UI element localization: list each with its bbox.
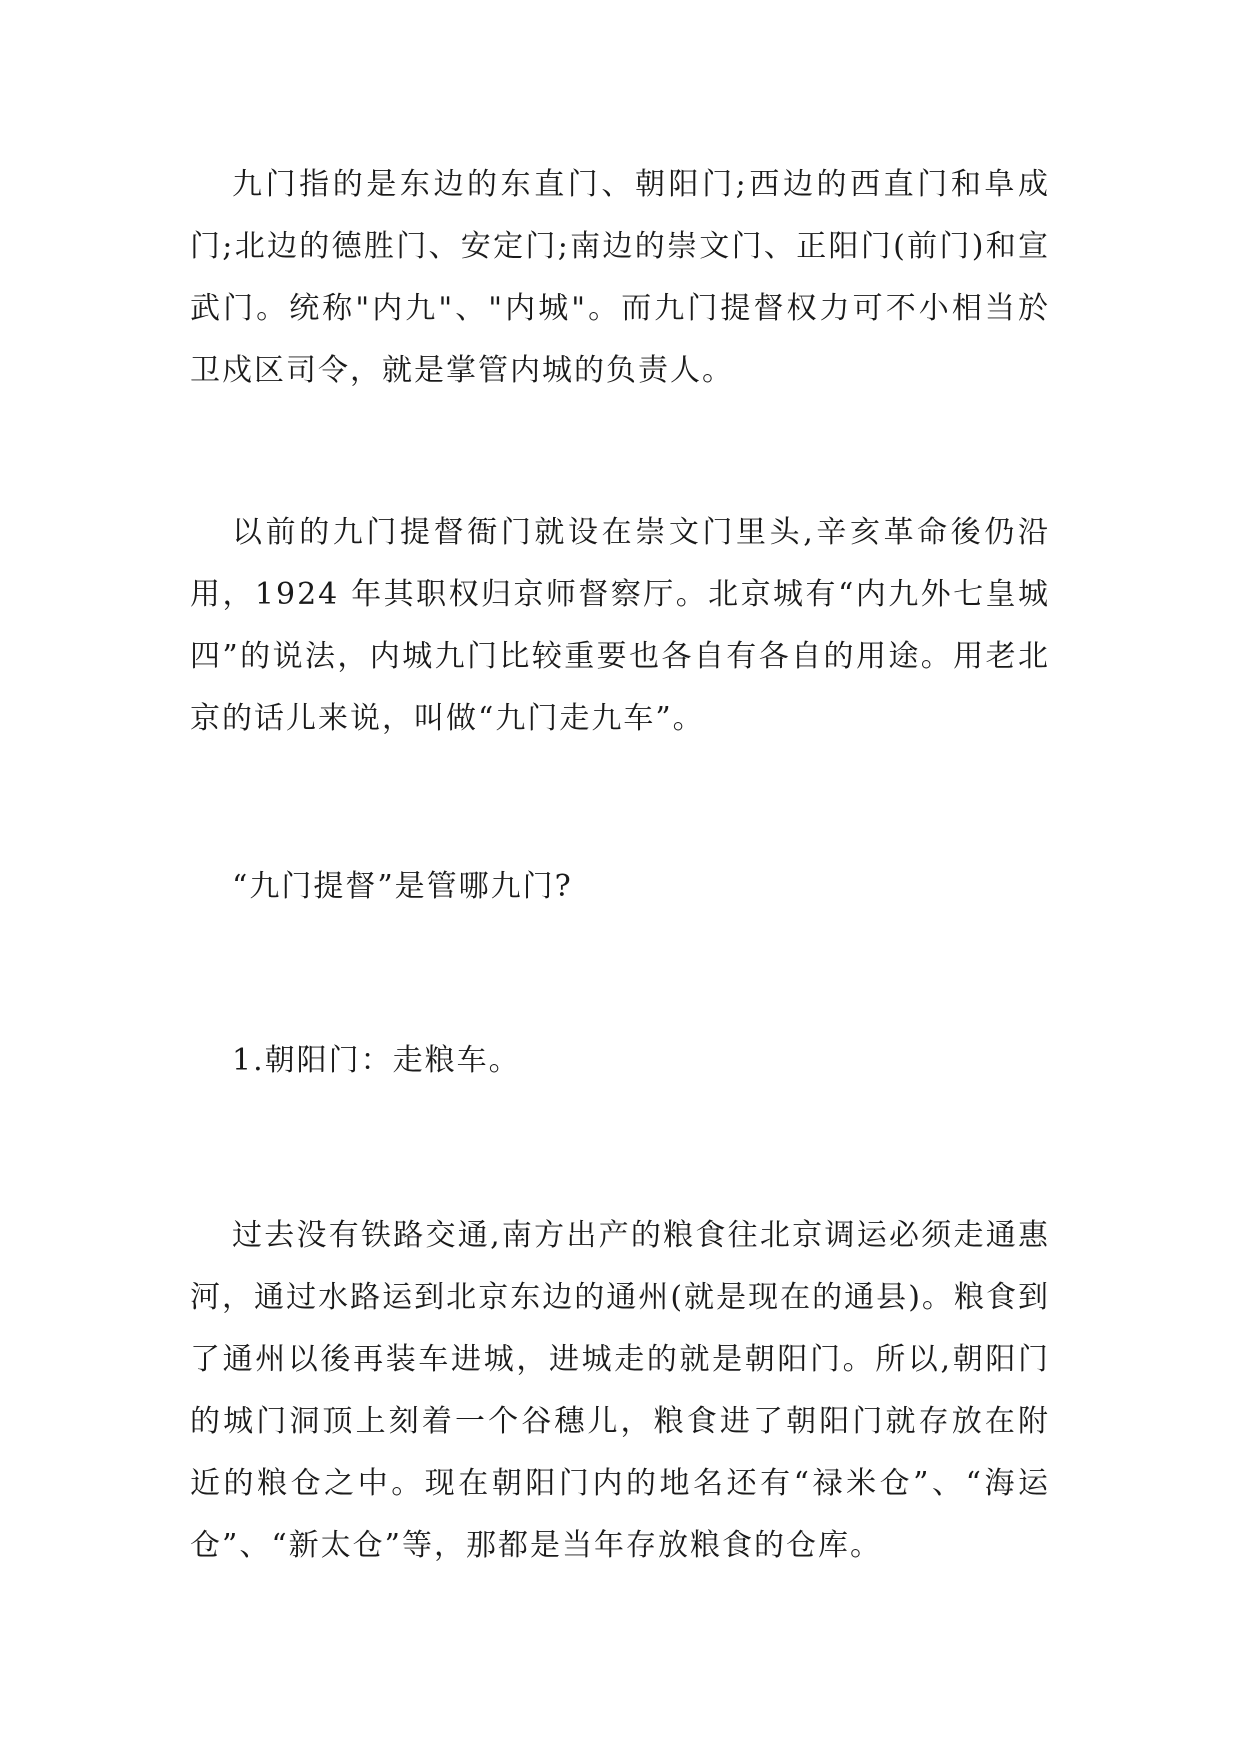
section-question-heading: “九门提督”是管哪九门? — [232, 869, 573, 904]
paragraph-nine-gates-intro: 九门指的是东边的东直门、朝阳门;西边的西直门和阜成门;北边的德胜门、安定门;南边的崇文门、正阳门(前门)和宣武门。统称"内九"、"内城"。而九门提督权力可不小相当於卫戍区司令，就是掌管内城的负责人。 — [190, 167, 1050, 388]
list-item-chaoyangmen: 1.朝阳门：走粮车。 — [232, 1043, 521, 1078]
paragraph-yamen-history: 以前的九门提督衙门就设在崇文门里头,辛亥革命後仍沿用，1924 年其职权归京师督察厅。北京城有“内九外七皇城四”的说法，内城九门比较重要也各自有各自的用途。用老北京的话儿来说，叫做“九门走九车”。 — [190, 515, 1050, 736]
paragraph-grain-transport: 过去没有铁路交通,南方出产的粮食往北京调运必须走通惠河，通过水路运到北京东边的通州(就是现在的通县)。粮食到了通州以後再装车进城，进城走的就是朝阳门。所以,朝阳门的城门洞顶上刻着一个谷穗儿，粮食进了朝阳门就存放在附近的粮仓之中。现在朝阳门内的地名还有“禄米仓”、“海运仓”、“新太仓”等，那都是当年存放粮食的仓库。 — [190, 1218, 1050, 1563]
